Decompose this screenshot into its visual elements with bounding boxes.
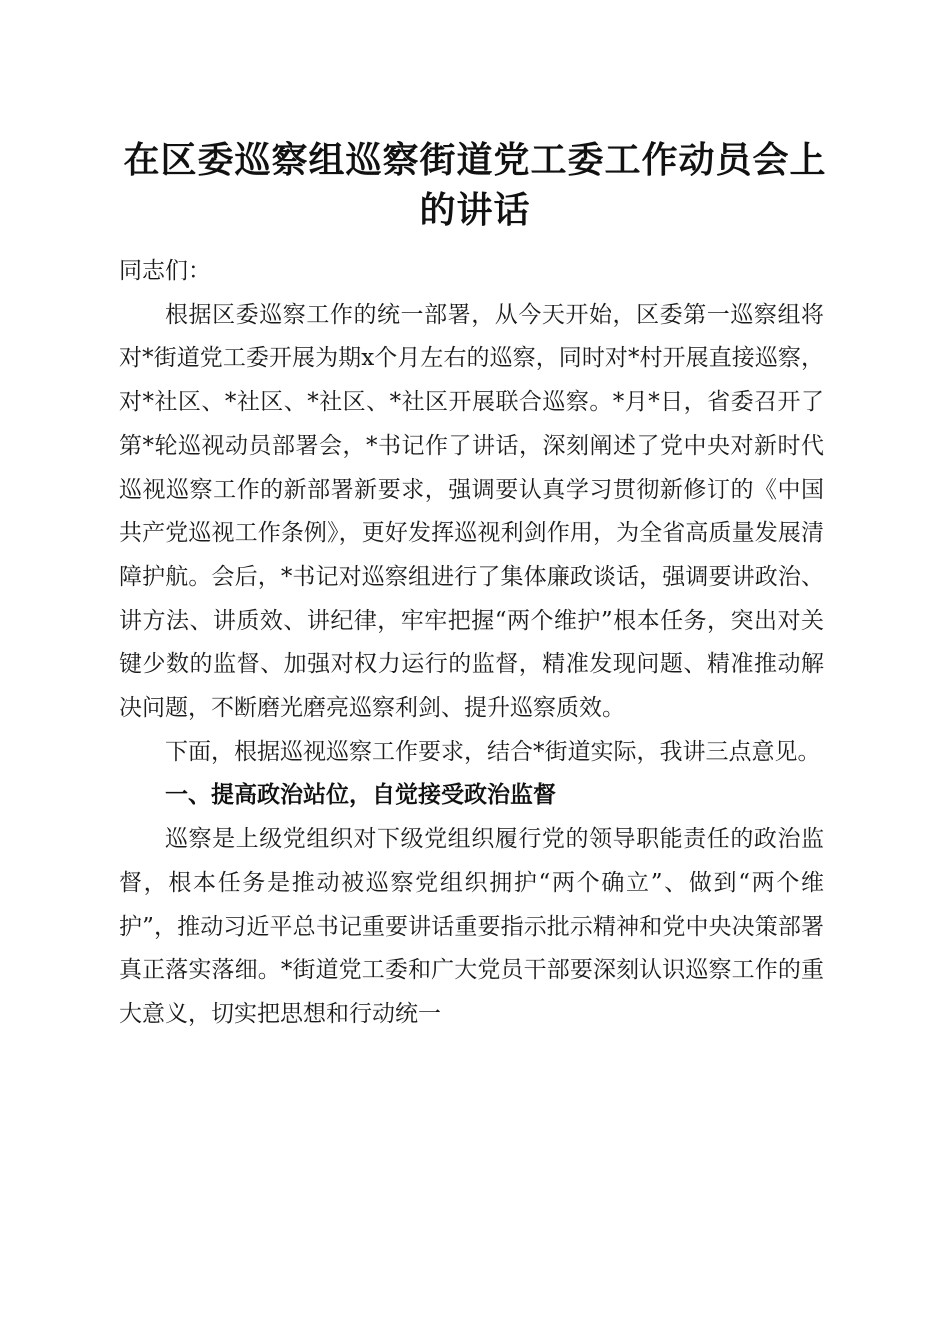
section-1-paragraph: 巡察是上级党组织对下级党组织履行党的领导职能责任的政治监督，根本任务是推动被巡察党组织拥护“两个确立”、做到“两个维护”，推动习近平总书记重要讲话重要指示批示精神和党中央决策部署真正落实落细。*街道党工委和广大党员干部要深刻认识巡察工作的重大意义，切实把思想和行动统一 — [119, 826, 824, 1027]
section-heading-1: 一、提高政治站位，自觉接受政治监督 — [165, 782, 556, 809]
salutation: 同志们： — [119, 258, 211, 284]
paragraph-outline: 下面，根据巡视巡察工作要求，结合*街道实际，我讲三点意见。 — [165, 738, 821, 765]
paragraph-intro: 根据区委巡察工作的统一部署，从今天开始，区委第一巡察组将对*街道党工委开展为期x个月左右的巡察，同时对*村开展直接巡察，对*社区、*社区、*社区、*社区开展联合巡察。*月*日，省委召开了第*轮巡视动员部署会，*书记作了讲话，深刻阐述了党中央对新时代巡视巡察工作的新部署新要求，强调要认真学习贯彻新修订的《中国共产党巡视工作条例》，更好发挥巡视利剑作用，为全省高质量发展清障护航。会后，*书记对巡察组进行了集体廉政谈话，强调要讲政治、讲方法、讲质效、讲纪律，牢牢把握“两个维护”根本任务，突出对关键少数的监督、加强对权力运行的监督，精准发现问题、精准推动解决问题，不断磨光磨亮巡察利剑、提升巡察质效。 — [119, 301, 824, 722]
document-title: 在区委巡察组巡察街道党工委工作动员会上的讲话 — [123, 139, 827, 231]
document-body — [119, 250, 824, 1037]
